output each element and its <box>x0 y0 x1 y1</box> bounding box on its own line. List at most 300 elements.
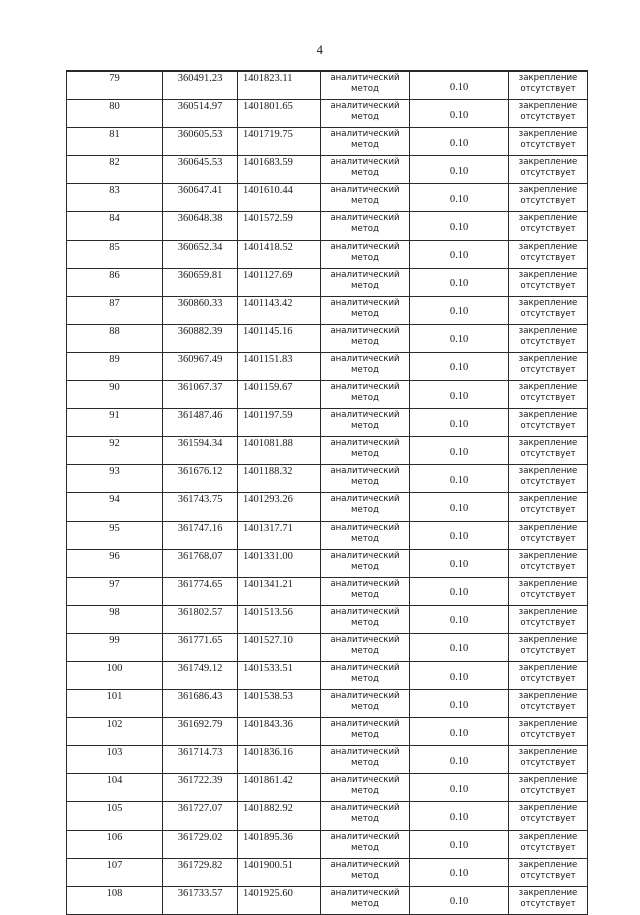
method-cell <box>321 577 410 605</box>
method-line1: аналитический <box>330 803 400 814</box>
fixation-cell <box>509 352 588 380</box>
coordinate-x-cell: 361747.16 <box>163 521 238 549</box>
method-line1: аналитический <box>330 662 400 673</box>
fixation-cell <box>509 830 588 858</box>
method-line2: метод <box>351 617 379 628</box>
coordinate-y-cell: 1401127.69 <box>238 268 321 296</box>
table-row <box>67 493 588 521</box>
point-number-cell: 82 <box>67 156 163 184</box>
point-number-cell: 101 <box>67 690 163 718</box>
coordinate-x-cell: 361729.82 <box>163 858 238 886</box>
point-number-cell: 89 <box>67 352 163 380</box>
method-line1: аналитический <box>330 775 400 786</box>
method-line1: аналитический <box>330 101 400 112</box>
coordinate-y-cell: 1401197.59 <box>238 409 321 437</box>
accuracy-cell: 0.10 <box>410 409 509 437</box>
point-number-cell: 99 <box>67 633 163 661</box>
fixation-line2: отсутствует <box>520 673 576 684</box>
fixation-line2: отсутствует <box>520 758 576 769</box>
method-line1: аналитический <box>330 410 400 421</box>
fixation-line2: отсутствует <box>520 617 576 628</box>
method-line2: метод <box>351 84 379 94</box>
fixation-line2: отсутствует <box>520 224 576 235</box>
fixation-line1: закрепление <box>518 606 578 617</box>
table-row <box>67 718 588 746</box>
fixation-cell <box>509 324 588 352</box>
coordinate-x-cell: 360491.23 <box>163 71 238 100</box>
coordinate-x-cell: 360659.81 <box>163 268 238 296</box>
fixation-cell <box>509 156 588 184</box>
fixation-cell <box>509 633 588 661</box>
method-line2: метод <box>351 112 379 123</box>
method-line2: метод <box>351 449 379 460</box>
fixation-line2: отсутствует <box>520 140 576 151</box>
accuracy-cell: 0.10 <box>410 128 509 156</box>
method-line1: аналитический <box>330 382 400 393</box>
point-number-cell: 96 <box>67 549 163 577</box>
accuracy-cell: 0.10 <box>410 296 509 324</box>
fixation-line2: отсутствует <box>520 112 576 123</box>
table-row <box>67 802 588 830</box>
method-line1: аналитический <box>330 550 400 561</box>
fixation-cell <box>509 100 588 128</box>
method-line1: аналитический <box>330 269 400 280</box>
coordinate-y-cell: 1401341.21 <box>238 577 321 605</box>
method-cell <box>321 437 410 465</box>
fixation-line1: закрепление <box>518 634 578 645</box>
fixation-line1: закрепление <box>518 466 578 477</box>
table-row <box>67 240 588 268</box>
table-row <box>67 71 588 100</box>
fixation-cell <box>509 465 588 493</box>
coordinate-x-cell: 361768.07 <box>163 549 238 577</box>
coordinate-y-cell: 1401331.00 <box>238 549 321 577</box>
coordinate-y-cell: 1401538.53 <box>238 690 321 718</box>
coordinate-y-cell: 1401293.26 <box>238 493 321 521</box>
fixation-line2: отсутствует <box>520 645 576 656</box>
coordinate-y-cell: 1401683.59 <box>238 156 321 184</box>
fixation-cell <box>509 549 588 577</box>
fixation-cell <box>509 128 588 156</box>
coordinate-x-cell: 361802.57 <box>163 605 238 633</box>
point-number-cell: 85 <box>67 240 163 268</box>
fixation-cell <box>509 521 588 549</box>
method-line1: аналитический <box>330 578 400 589</box>
fixation-line1: закрепление <box>518 157 578 168</box>
table-row <box>67 521 588 549</box>
coordinate-x-cell: 361692.79 <box>163 718 238 746</box>
method-line1: аналитический <box>330 606 400 617</box>
method-line2: метод <box>351 224 379 235</box>
page-number: 4 <box>316 42 324 57</box>
fixation-cell <box>509 774 588 802</box>
method-cell <box>321 746 410 774</box>
point-number-cell: 90 <box>67 381 163 409</box>
method-cell <box>321 268 410 296</box>
method-cell <box>321 802 410 830</box>
method-line1: аналитический <box>330 719 400 730</box>
table-row <box>67 100 588 128</box>
coordinate-y-cell: 1401925.60 <box>238 886 321 914</box>
coordinate-y-cell: 1401610.44 <box>238 184 321 212</box>
method-line2: метод <box>351 561 379 572</box>
coordinate-y-cell: 1401823.11 <box>238 71 321 100</box>
method-cell <box>321 409 410 437</box>
method-line1: аналитический <box>330 522 400 533</box>
fixation-line1: закрепление <box>518 691 578 702</box>
coordinate-y-cell: 1401861.42 <box>238 774 321 802</box>
coordinate-y-cell: 1401882.92 <box>238 802 321 830</box>
fixation-cell <box>509 71 588 100</box>
accuracy-cell: 0.10 <box>410 633 509 661</box>
fixation-cell <box>509 661 588 689</box>
fixation-line2: отсутствует <box>520 449 576 460</box>
method-cell <box>321 184 410 212</box>
method-cell <box>321 605 410 633</box>
coordinate-y-cell: 1401533.51 <box>238 661 321 689</box>
accuracy-cell: 0.10 <box>410 521 509 549</box>
table-row <box>67 661 588 689</box>
accuracy-cell: 0.10 <box>410 71 509 100</box>
method-line1: аналитический <box>330 185 400 196</box>
coordinate-y-cell: 1401159.67 <box>238 381 321 409</box>
fixation-line1: закрепление <box>518 438 578 449</box>
coordinate-x-cell: 360514.97 <box>163 100 238 128</box>
table-row <box>67 577 588 605</box>
method-line2: метод <box>351 393 379 404</box>
fixation-line1: закрепление <box>518 101 578 112</box>
coordinate-x-cell: 361771.65 <box>163 633 238 661</box>
fixation-cell <box>509 746 588 774</box>
method-cell <box>321 71 410 100</box>
point-number-cell: 104 <box>67 774 163 802</box>
coordinate-x-cell: 361722.39 <box>163 774 238 802</box>
coordinate-x-cell: 360645.53 <box>163 156 238 184</box>
point-number-cell: 100 <box>67 661 163 689</box>
accuracy-cell: 0.10 <box>410 465 509 493</box>
table-row <box>67 690 588 718</box>
method-line1: аналитический <box>330 241 400 252</box>
table-row <box>67 858 588 886</box>
fixation-line1: закрепление <box>518 241 578 252</box>
fixation-line1: закрепление <box>518 831 578 842</box>
fixation-line2: отсутствует <box>520 814 576 825</box>
fixation-line2: отсутствует <box>520 196 576 207</box>
table-row <box>67 409 588 437</box>
coordinate-x-cell: 361743.75 <box>163 493 238 521</box>
method-cell <box>321 661 410 689</box>
fixation-line2: отсутствует <box>520 252 576 263</box>
coordinate-x-cell: 360860.33 <box>163 296 238 324</box>
fixation-line1: закрепление <box>518 410 578 421</box>
point-number-cell: 91 <box>67 409 163 437</box>
accuracy-cell: 0.10 <box>410 352 509 380</box>
coordinate-y-cell: 1401843.36 <box>238 718 321 746</box>
method-line2: метод <box>351 589 379 600</box>
table-row <box>67 381 588 409</box>
method-line2: метод <box>351 336 379 347</box>
fixation-line1: закрепление <box>518 494 578 505</box>
table-row <box>67 128 588 156</box>
fixation-line1: закрепление <box>518 859 578 870</box>
fixation-line2: отсутствует <box>520 561 576 572</box>
coordinate-x-cell: 361727.07 <box>163 802 238 830</box>
method-line1: аналитический <box>330 887 400 898</box>
fixation-line2: отсутствует <box>520 168 576 179</box>
table-row <box>67 465 588 493</box>
accuracy-cell: 0.10 <box>410 830 509 858</box>
accuracy-cell: 0.10 <box>410 268 509 296</box>
method-line1: аналитический <box>330 157 400 168</box>
method-cell <box>321 128 410 156</box>
accuracy-cell: 0.10 <box>410 577 509 605</box>
coordinate-y-cell: 1401513.56 <box>238 605 321 633</box>
point-number-cell: 88 <box>67 324 163 352</box>
method-line1: аналитический <box>330 353 400 364</box>
method-cell <box>321 521 410 549</box>
point-number-cell: 87 <box>67 296 163 324</box>
coordinate-x-cell: 360605.53 <box>163 128 238 156</box>
method-cell <box>321 718 410 746</box>
fixation-line2: отсутствует <box>520 870 576 881</box>
method-line2: метод <box>351 308 379 319</box>
fixation-line2: отсутствует <box>520 308 576 319</box>
method-line2: метод <box>351 196 379 207</box>
fixation-line2: отсутствует <box>520 393 576 404</box>
method-line1: аналитический <box>330 747 400 758</box>
coordinate-y-cell: 1401143.42 <box>238 296 321 324</box>
accuracy-cell: 0.10 <box>410 324 509 352</box>
fixation-line1: закрепление <box>518 73 578 83</box>
coordinate-y-cell: 1401836.16 <box>238 746 321 774</box>
coordinate-x-cell: 361686.43 <box>163 690 238 718</box>
method-line1: аналитический <box>330 438 400 449</box>
point-number-cell: 84 <box>67 212 163 240</box>
method-cell <box>321 156 410 184</box>
method-line2: метод <box>351 505 379 516</box>
fixation-cell <box>509 296 588 324</box>
method-line2: метод <box>351 645 379 656</box>
coordinate-x-cell: 361676.12 <box>163 465 238 493</box>
point-number-cell: 93 <box>67 465 163 493</box>
method-cell <box>321 465 410 493</box>
coordinate-y-cell: 1401317.71 <box>238 521 321 549</box>
method-line1: аналитический <box>330 634 400 645</box>
accuracy-cell: 0.10 <box>410 381 509 409</box>
point-number-cell: 79 <box>67 71 163 100</box>
accuracy-cell: 0.10 <box>410 437 509 465</box>
point-number-cell: 86 <box>67 268 163 296</box>
method-cell <box>321 886 410 914</box>
coordinate-y-cell: 1401801.65 <box>238 100 321 128</box>
point-number-cell: 92 <box>67 437 163 465</box>
fixation-line2: отсутствует <box>520 730 576 741</box>
fixation-cell <box>509 184 588 212</box>
fixation-cell <box>509 858 588 886</box>
accuracy-cell: 0.10 <box>410 690 509 718</box>
accuracy-cell: 0.10 <box>410 184 509 212</box>
fixation-cell <box>509 718 588 746</box>
fixation-line1: закрепление <box>518 803 578 814</box>
coordinate-y-cell: 1401900.51 <box>238 858 321 886</box>
method-line1: аналитический <box>330 494 400 505</box>
fixation-cell <box>509 690 588 718</box>
coordinate-y-cell: 1401151.83 <box>238 352 321 380</box>
point-number-cell: 98 <box>67 605 163 633</box>
fixation-cell <box>509 381 588 409</box>
fixation-cell <box>509 212 588 240</box>
fixation-line2: отсутствует <box>520 280 576 291</box>
coordinate-y-cell: 1401145.16 <box>238 324 321 352</box>
table-row <box>67 774 588 802</box>
accuracy-cell: 0.10 <box>410 718 509 746</box>
method-line2: метод <box>351 364 379 375</box>
table-row <box>67 633 588 661</box>
fixation-line2: отсутствует <box>520 786 576 797</box>
method-cell <box>321 324 410 352</box>
method-line2: метод <box>351 842 379 853</box>
accuracy-cell: 0.10 <box>410 661 509 689</box>
coordinate-x-cell: 361729.02 <box>163 830 238 858</box>
point-number-cell: 83 <box>67 184 163 212</box>
accuracy-cell: 0.10 <box>410 240 509 268</box>
fixation-cell <box>509 409 588 437</box>
point-number-cell: 106 <box>67 830 163 858</box>
coordinate-x-cell: 361714.73 <box>163 746 238 774</box>
method-cell <box>321 381 410 409</box>
accuracy-cell: 0.10 <box>410 605 509 633</box>
fixation-line2: отсутствует <box>520 842 576 853</box>
fixation-line2: отсутствует <box>520 702 576 713</box>
fixation-line2: отсутствует <box>520 505 576 516</box>
coordinate-x-cell: 360967.49 <box>163 352 238 380</box>
fixation-line1: закрепление <box>518 129 578 140</box>
fixation-line1: закрепление <box>518 775 578 786</box>
table-row <box>67 605 588 633</box>
table-row <box>67 549 588 577</box>
accuracy-cell: 0.10 <box>410 802 509 830</box>
fixation-cell <box>509 577 588 605</box>
table-row <box>67 184 588 212</box>
fixation-line1: закрепление <box>518 747 578 758</box>
fixation-line2: отсутствует <box>520 421 576 432</box>
point-number-cell: 108 <box>67 886 163 914</box>
fixation-line1: закрепление <box>518 213 578 224</box>
fixation-cell <box>509 605 588 633</box>
coordinate-x-cell: 360652.34 <box>163 240 238 268</box>
table-row <box>67 268 588 296</box>
method-line1: аналитический <box>330 213 400 224</box>
fixation-line1: закрепление <box>518 522 578 533</box>
method-cell <box>321 858 410 886</box>
method-cell <box>321 493 410 521</box>
method-line1: аналитический <box>330 466 400 477</box>
table-body <box>67 71 588 914</box>
table-row <box>67 886 588 914</box>
method-cell <box>321 212 410 240</box>
fixation-line1: закрепление <box>518 353 578 364</box>
table-row <box>67 324 588 352</box>
method-cell <box>321 352 410 380</box>
method-cell <box>321 240 410 268</box>
point-number-cell: 103 <box>67 746 163 774</box>
coordinates-table <box>66 70 588 915</box>
fixation-cell <box>509 240 588 268</box>
point-number-cell: 105 <box>67 802 163 830</box>
point-number-cell: 102 <box>67 718 163 746</box>
fixation-cell <box>509 802 588 830</box>
coordinate-y-cell: 1401081.88 <box>238 437 321 465</box>
coordinate-x-cell: 360882.39 <box>163 324 238 352</box>
fixation-line2: отсутствует <box>520 898 576 909</box>
point-number-cell: 81 <box>67 128 163 156</box>
coordinate-x-cell: 361487.46 <box>163 409 238 437</box>
method-line2: метод <box>351 702 379 713</box>
accuracy-cell: 0.10 <box>410 858 509 886</box>
fixation-line1: закрепление <box>518 887 578 898</box>
method-line2: метод <box>351 898 379 909</box>
coordinate-y-cell: 1401527.10 <box>238 633 321 661</box>
method-cell <box>321 549 410 577</box>
fixation-line2: отсутствует <box>520 589 576 600</box>
table-row <box>67 156 588 184</box>
accuracy-cell: 0.10 <box>410 549 509 577</box>
fixation-cell <box>509 886 588 914</box>
coordinate-x-cell: 361749.12 <box>163 661 238 689</box>
fixation-line1: закрепление <box>518 325 578 336</box>
table-row <box>67 212 588 240</box>
fixation-line1: закрепление <box>518 550 578 561</box>
fixation-line2: отсутствует <box>520 533 576 544</box>
method-line1: аналитический <box>330 297 400 308</box>
point-number-cell: 95 <box>67 521 163 549</box>
method-cell <box>321 100 410 128</box>
fixation-line2: отсутствует <box>520 477 576 488</box>
fixation-line1: закрепление <box>518 719 578 730</box>
fixation-line1: закрепление <box>518 185 578 196</box>
accuracy-cell: 0.10 <box>410 886 509 914</box>
method-cell <box>321 296 410 324</box>
coordinate-x-cell: 361774.65 <box>163 577 238 605</box>
point-number-cell: 97 <box>67 577 163 605</box>
method-line2: метод <box>351 168 379 179</box>
accuracy-cell: 0.10 <box>410 746 509 774</box>
coordinate-x-cell: 360647.41 <box>163 184 238 212</box>
table-row <box>67 746 588 774</box>
method-line2: метод <box>351 533 379 544</box>
method-line2: метод <box>351 280 379 291</box>
method-line2: метод <box>351 477 379 488</box>
coordinate-y-cell: 1401418.52 <box>238 240 321 268</box>
point-number-cell: 94 <box>67 493 163 521</box>
accuracy-cell: 0.10 <box>410 156 509 184</box>
coordinate-y-cell: 1401895.36 <box>238 830 321 858</box>
method-line2: метод <box>351 786 379 797</box>
accuracy-cell: 0.10 <box>410 100 509 128</box>
method-line2: метод <box>351 421 379 432</box>
fixation-line2: отсутствует <box>520 84 576 94</box>
accuracy-cell: 0.10 <box>410 774 509 802</box>
method-line1: аналитический <box>330 129 400 140</box>
fixation-line1: закрепление <box>518 269 578 280</box>
method-line2: метод <box>351 252 379 263</box>
method-line1: аналитический <box>330 831 400 842</box>
fixation-line1: закрепление <box>518 297 578 308</box>
table-row <box>67 437 588 465</box>
accuracy-cell: 0.10 <box>410 212 509 240</box>
coordinate-y-cell: 1401572.59 <box>238 212 321 240</box>
table-row <box>67 352 588 380</box>
